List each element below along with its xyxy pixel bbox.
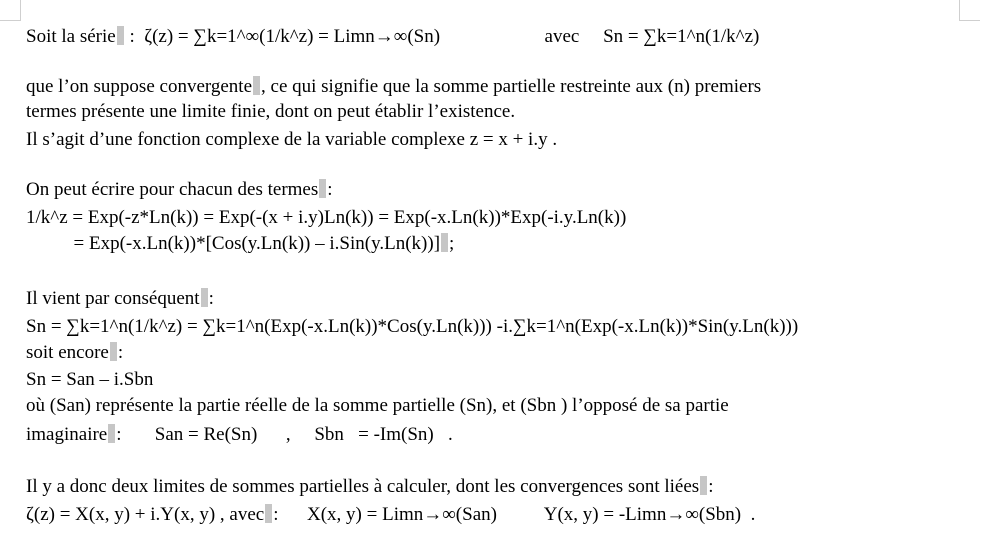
text-line — [26, 76, 761, 100]
formatting-mark — [441, 233, 448, 252]
text-segment: Il vient par conséquent — [26, 288, 200, 309]
formatting-mark — [110, 342, 117, 361]
formatting-mark — [108, 424, 115, 443]
text-segment: imaginaire — [26, 424, 108, 445]
text-segment: Sn = ∑k=1^n(1/k^z) = ∑k=1^n(Exp(-x.Ln(k))*Cos(y.Ln(k))) -i.∑k=1^n(Exp(-x.Ln(k))*Sin(y.Ln(k))) — [26, 316, 799, 337]
formatting-mark — [700, 476, 707, 495]
text-line — [26, 342, 123, 366]
text-segment: : ζ(z) = ∑k=1^∞(1/k^z) = Limn→∞(Sn) avec Sn = ∑k=1^n(1/k^z) — [124, 26, 760, 47]
text-segment: , ce qui signifie que la somme partielle restreinte aux (n) premiers — [261, 76, 762, 97]
formatting-mark — [319, 179, 326, 198]
text-line — [26, 179, 333, 203]
text-segment: On peut écrire pour chacun des termes — [26, 179, 319, 200]
text-segment: Il y a donc deux limites de sommes partielles à calculer, dont les convergences sont liées — [26, 476, 700, 497]
text-line — [26, 316, 798, 340]
text-line — [26, 288, 214, 312]
text-segment: : — [208, 288, 214, 309]
formatting-mark — [253, 76, 260, 95]
formatting-mark — [201, 288, 208, 307]
text-segment: : — [117, 342, 124, 363]
text-line — [26, 476, 713, 500]
page-corner-top-left — [0, 0, 21, 21]
text-segment: ; — [449, 233, 455, 254]
text-segment: = Exp(-x.Ln(k))*[Cos(y.Ln(k)) – i.Sin(y.Ln(k))] — [26, 233, 441, 254]
text-line — [26, 424, 453, 448]
text-segment: ζ(z) = X(x, y) + i.Y(x, y) , avec — [26, 504, 265, 525]
text-segment: Soit la série — [26, 26, 116, 47]
text-segment: : San = Re(Sn) , Sbn = -Im(Sn) . — [116, 424, 453, 445]
text-line — [26, 129, 557, 153]
text-segment: Sn = San – i.Sbn — [26, 369, 154, 390]
text-segment: 1/k^z = Exp(-z*Ln(k)) = Exp(-(x + i.y)Ln(k)) = Exp(-x.Ln(k))*Exp(-i.y.Ln(k)) — [26, 207, 627, 228]
text-segment: que l’on suppose convergente — [26, 76, 253, 97]
text-segment: soit encore — [26, 342, 109, 363]
formatting-mark — [265, 504, 272, 523]
page-corner-top-right — [959, 0, 980, 21]
text-line — [26, 233, 454, 257]
formatting-mark — [117, 26, 124, 45]
text-line — [26, 504, 755, 528]
text-segment: : X(x, y) = Limn→∞(San) Y(x, y) = -Limn→∞(Sbn) . — [273, 504, 756, 525]
text-segment: termes présente une limite finie, dont on peut établir l’existence. — [26, 101, 516, 122]
text-segment: où (San) représente la partie réelle de la somme partielle (Sn), et (Sbn ) l’opposé de sa partie — [26, 395, 729, 416]
text-segment: : — [327, 179, 333, 200]
text-line — [26, 26, 759, 50]
text-segment: Il s’agit d’une fonction complexe de la variable complexe z = x + i.y . — [26, 129, 558, 150]
text-line — [26, 207, 626, 231]
text-line — [26, 101, 515, 125]
text-line — [26, 395, 729, 419]
text-segment: : — [708, 476, 714, 497]
text-line — [26, 369, 153, 393]
